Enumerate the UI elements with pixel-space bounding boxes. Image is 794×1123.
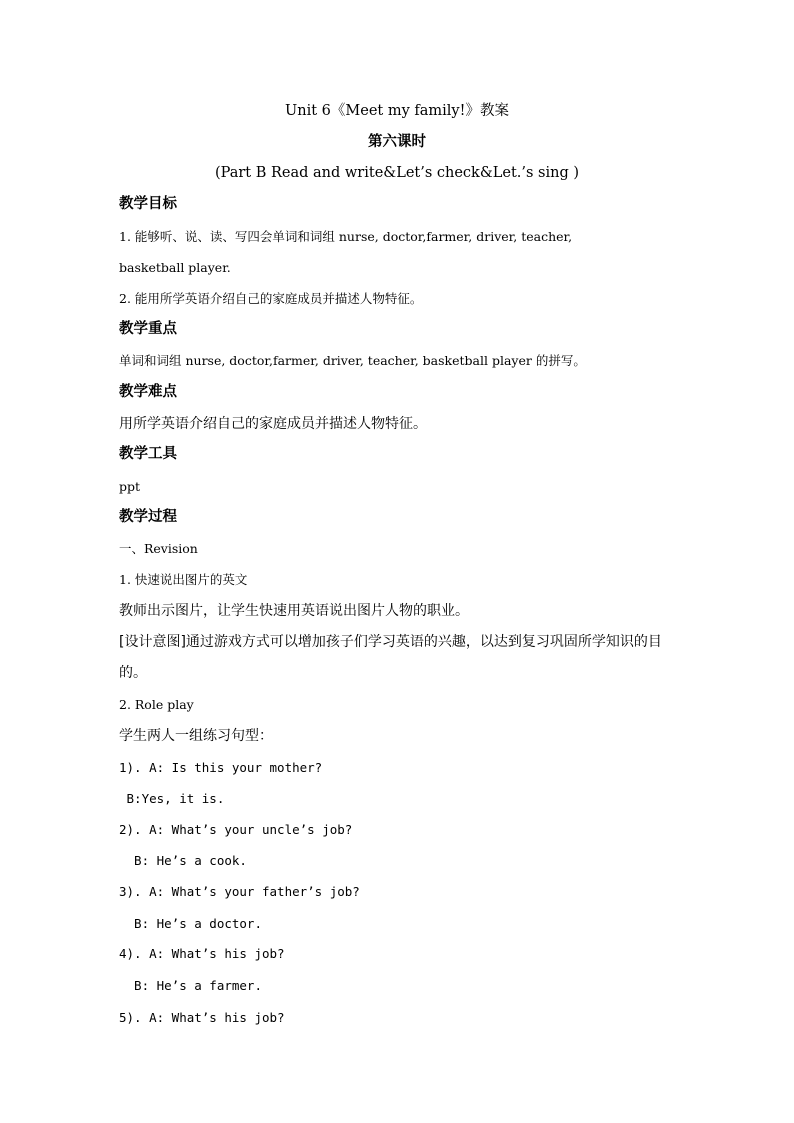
- difficult-points-text: 用所学英语介绍自己的家庭成员并描述人物特征。: [119, 416, 427, 432]
- dialog-line-a: 5). A: What’s his job?: [119, 1010, 285, 1025]
- step-2: 2. Role play: [119, 697, 194, 712]
- revision-heading: 一、Revision: [119, 541, 198, 556]
- goal-1-line-1: 1. 能够听、说、读、写四会单词和词组 nurse, doctor,farmer, driver, teacher,: [119, 229, 573, 244]
- step-2-description: 学生两人一组练习句型：: [119, 728, 273, 744]
- step-1-description: 教师出示图片，让学生快速用英语说出图片人物的职业。: [119, 603, 469, 619]
- dialog-line-a: 3). A: What’s your father’s job?: [119, 884, 360, 899]
- step-1: 1. 快速说出图片的英文: [119, 572, 248, 587]
- goal-2: 2. 能用所学英语介绍自己的家庭成员并描述人物特征。: [119, 291, 423, 306]
- tools-text: ppt: [119, 479, 141, 494]
- key-points-text: 单词和词组 nurse, doctor,farmer, driver, teacher, basketball player 的拼写。: [119, 353, 586, 368]
- goal-1-line-2: basketball player.: [119, 260, 231, 275]
- goals-heading: 教学目标: [119, 196, 177, 212]
- tools-heading: 教学工具: [119, 446, 177, 462]
- dialog-line-b: B:Yes, it is.: [119, 791, 225, 806]
- design-intent-line-1: [设计意图]通过游戏方式可以增加孩子们学习英语的兴趣，以达到复习巩固所学知识的目: [119, 634, 662, 650]
- process-heading: 教学过程: [119, 509, 177, 525]
- dialog-line-b: B: He’s a farmer.: [119, 978, 262, 993]
- dialog-line-b: B: He’s a cook.: [119, 853, 247, 868]
- dialog-line-a: 2). A: What’s your uncle’s job?: [119, 822, 353, 837]
- dialog-line-a: 4). A: What’s his job?: [119, 946, 285, 961]
- key-points-heading: 教学重点: [119, 321, 177, 337]
- difficult-points-heading: 教学难点: [119, 384, 177, 400]
- dialog-line-a: 1). A: Is this your mother?: [119, 760, 323, 775]
- design-intent-line-2: 的。: [119, 665, 147, 681]
- dialog-line-b: B: He’s a doctor.: [119, 916, 262, 931]
- document-title: Unit 6《Meet my family!》教案: [285, 103, 509, 119]
- parts-line: (Part B Read and write&Let’s check&Let.’s sing ): [214, 165, 580, 181]
- lesson-subtitle: 第六课时: [368, 134, 426, 150]
